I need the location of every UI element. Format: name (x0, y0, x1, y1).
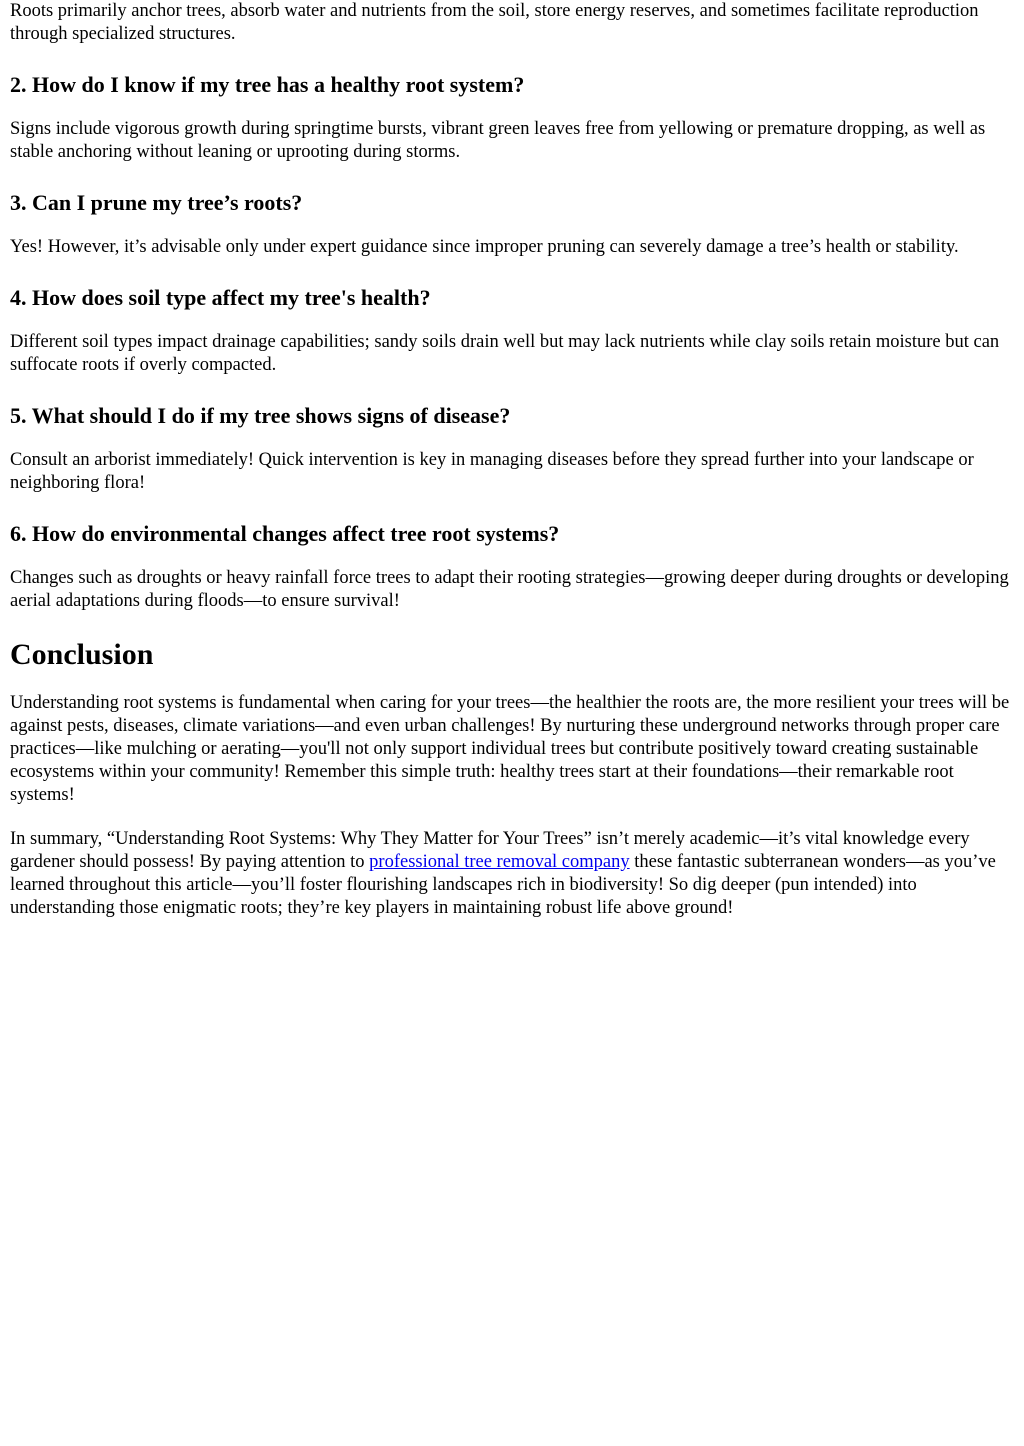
faq-question-3: 3. Can I prune my tree’s roots? (10, 190, 303, 215)
faq-answer-3: Yes! However, it’s advisable only under expert guidance since improper pruning can severely damage a tree’s health or stability. (10, 237, 959, 257)
conclusion-paragraph-2-start: In summary, “Understanding Root Systems: Why They Matter for Your Trees” isn’t merely academic—it’s vital knowledge every gardener should possess! By paying attention to (10, 829, 970, 872)
faq-question-2: 2. How do I know if my tree has a healthy root system? (10, 72, 525, 97)
faq-answer-6: Changes such as droughts or heavy rainfall force trees to adapt their rooting strategies—growing deeper during droughts or developing aerial adaptations during floods—to ensure survival! (10, 568, 1009, 611)
article-body (10, 0, 1014, 920)
faq-question-5: 5. What should I do if my tree shows signs of disease? (10, 403, 511, 428)
conclusion-paragraph-1: Understanding root systems is fundamental when caring for your trees—the healthier the roots are, the more resilient your trees will be against pests, diseases, climate variations—and even urban challenges! By nurturing these underground networks through proper care practices—like mulching or aerating—you'll not only support individual trees but contribute positively toward creating sustainable ecosystems within your community! Remember this simple truth: healthy trees start at their foundations—their remarkable root systems! (10, 693, 1010, 805)
faq-answer-5: Consult an arborist immediately! Quick intervention is key in managing diseases before they spread further into your landscape or neighboring flora! (10, 450, 974, 493)
faq-question-6: 6. How do environmental changes affect tree root systems? (10, 521, 560, 546)
tree-removal-company-link[interactable]: professional tree removal company (369, 852, 630, 872)
conclusion-paragraph-2 (10, 828, 1014, 920)
faq-question-4: 4. How does soil type affect my tree's health? (10, 285, 431, 310)
intro-paragraph: Roots primarily anchor trees, absorb water and nutrients from the soil, store energy reserves, and sometimes facilitate reproduction through specialized structures. (10, 1, 979, 44)
faq-answer-4: Different soil types impact drainage capabilities; sandy soils drain well but may lack nutrients while clay soils retain moisture but can suffocate roots if overly compacted. (10, 332, 1000, 375)
faq-answer-2: Signs include vigorous growth during springtime bursts, vibrant green leaves free from yellowing or premature dropping, as well as stable anchoring without leaning or uprooting during storms. (10, 119, 986, 162)
conclusion-heading: Conclusion (10, 638, 154, 671)
conclusion-paragraph-2-end: these fantastic subterranean wonders—as you’ve learned throughout this article—you’ll foster flourishing landscapes rich in biodiversity! So dig deeper (pun intended) into understanding those enigmatic roots; they’re key players in maintaining robust life above ground! (10, 852, 996, 918)
